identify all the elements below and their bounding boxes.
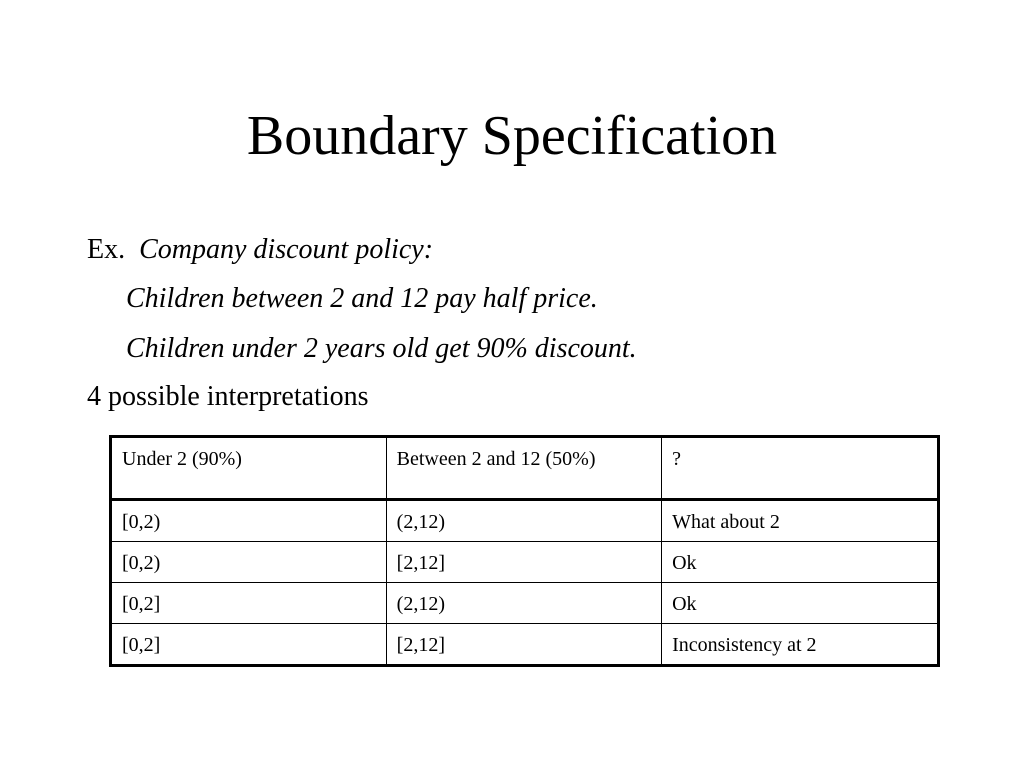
interpretations-table [109, 435, 940, 667]
policy-rule-half-price: Children between 2 and 12 pay half price. [126, 283, 598, 314]
table-row [111, 500, 939, 542]
example-prefix: Ex. [87, 234, 126, 265]
table-row [111, 624, 939, 666]
table-cell: Ok [662, 583, 939, 624]
table-cell: [0,2] [111, 624, 387, 666]
table-row [111, 583, 939, 624]
table-cell: (2,12) [386, 583, 661, 624]
table-cell: [0,2) [111, 542, 387, 583]
example-line [87, 233, 433, 267]
table-cell: [2,12] [386, 542, 661, 583]
header-cell-between-2-and-12: Between 2 and 12 (50%) [386, 437, 661, 500]
table-cell: [0,2] [111, 583, 387, 624]
table-cell: [0,2) [111, 500, 387, 542]
slide-title: Boundary Specification [246, 105, 778, 167]
table-cell: What about 2 [662, 500, 939, 542]
table-row [111, 542, 939, 583]
header-cell-under-2: Under 2 (90%) [111, 437, 387, 500]
table-header-row [111, 437, 939, 500]
table-cell: Inconsistency at 2 [662, 624, 939, 666]
table-cell: [2,12] [386, 624, 661, 666]
header-cell-question: ? [662, 437, 939, 500]
table-cell: Ok [662, 542, 939, 583]
policy-rule-under-two: Children under 2 years old get 90% discount. [126, 333, 637, 364]
interpretations-caption: 4 possible interpretations [87, 381, 369, 412]
example-label: Company discount policy: [139, 234, 434, 265]
table-cell: (2,12) [386, 500, 661, 542]
